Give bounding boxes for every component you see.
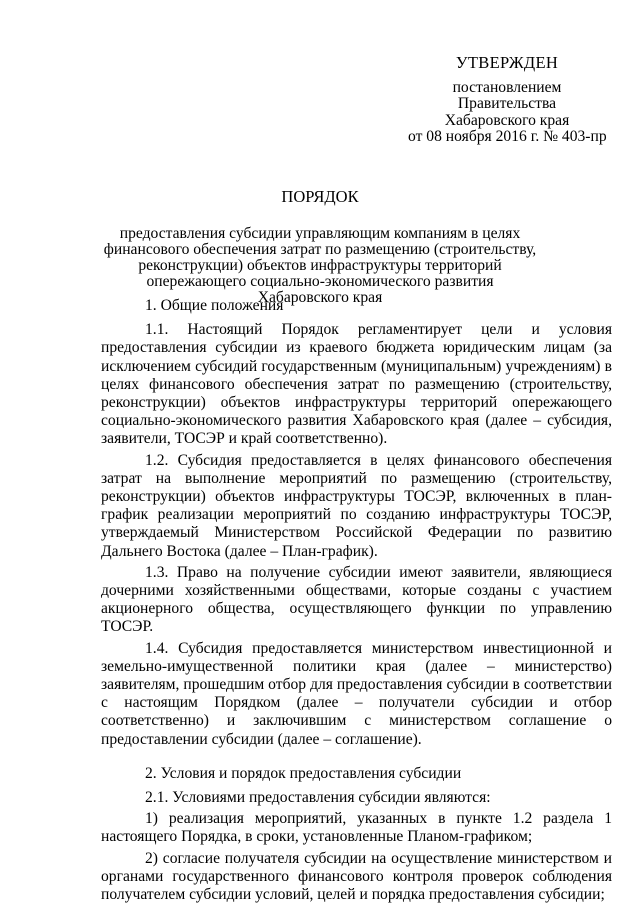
paragraph: 1.3. Право на получение субсидии имеют заявители, являющиеся дочерними хозяйственными обществами, которые созданы с участием акционерного общества, осуществляющего функции по управлению ТОСЭР. bbox=[101, 563, 612, 636]
paragraph: 2.1. Условиями предоставления субсидии являются: bbox=[145, 789, 491, 807]
document-title-block bbox=[100, 187, 540, 306]
paragraph: 1.1. Настоящий Порядок регламентирует цели и условия предоставления субсидии из краевого бюджета юридическим лицам (за исключением субсидий государственным (муниципальным) учреждениям) в целях финансового обеспечения затрат по размещению (строительству, реконструкции) объектов инфраструктуры территорий опережающего социально-экономического развития Хабаровского края (далее – субсидия, заявители, ТОСЭР и край соответственно). bbox=[101, 321, 612, 448]
paragraph: 1.4. Субсидия предоставляется министерством инвестиционной и земельно-имущественной политики края (далее – министерство) заявителям, прошедшим отбор для предоставления субсидии в соответствии с настоящим Порядком (далее – получатели субсидии и отбор соответственно) и заключившим с министерством соглашение о предоставлении субсидии (далее – соглашение). bbox=[101, 639, 612, 748]
document-title: ПОРЯДОК bbox=[281, 187, 359, 206]
paragraph: 1.2. Субсидия предоставляется в целях финансового обеспечения затрат на выполнение мероприятий по размещению (строительству, реконструкции) объектов инфраструктуры ТОСЭР, включенных в план-график реализации мероприятий по созданию инфраструктуры ТОСЭР, утверждаемый Министерством Российской Федерации по развитию Дальнего Востока (далее – План-график). bbox=[101, 451, 612, 560]
approved-label: УТВЕРЖДЕН bbox=[455, 53, 559, 72]
approval-block bbox=[392, 55, 622, 146]
list-item: 1) реализация мероприятий, указанных в пункте 1.2 раздела 1 настоящего Порядка, в сроки, установленные Планом-графиком; bbox=[101, 810, 612, 846]
list-item: 2) согласие получателя субсидии на осуществление министерством и органами государственного финансового контроля проверок соблюдения получателем субсидии условий, целей и порядка предоставления субсидии; bbox=[101, 849, 612, 904]
document-body bbox=[101, 297, 612, 907]
approval-authority: Правительства bbox=[457, 95, 557, 112]
section-heading: 2. Условия и порядок предоставления субсидии bbox=[145, 764, 462, 782]
section-heading: 1. Общие положения bbox=[145, 297, 284, 314]
approval-by-decree: постановлением bbox=[452, 78, 562, 96]
approval-region: Хабаровского края bbox=[444, 111, 570, 129]
approval-decree: от 08 ноября 2016 г. № 403-пр bbox=[408, 128, 607, 145]
document-subtitle: предоставления субсидии управляющим компаниям в целях финансового обеспечения затрат по размещению (строительству, реконструкции) объектов инфраструктуры территорий опережающего социально-экономического развития Хабаровского края bbox=[103, 225, 537, 306]
